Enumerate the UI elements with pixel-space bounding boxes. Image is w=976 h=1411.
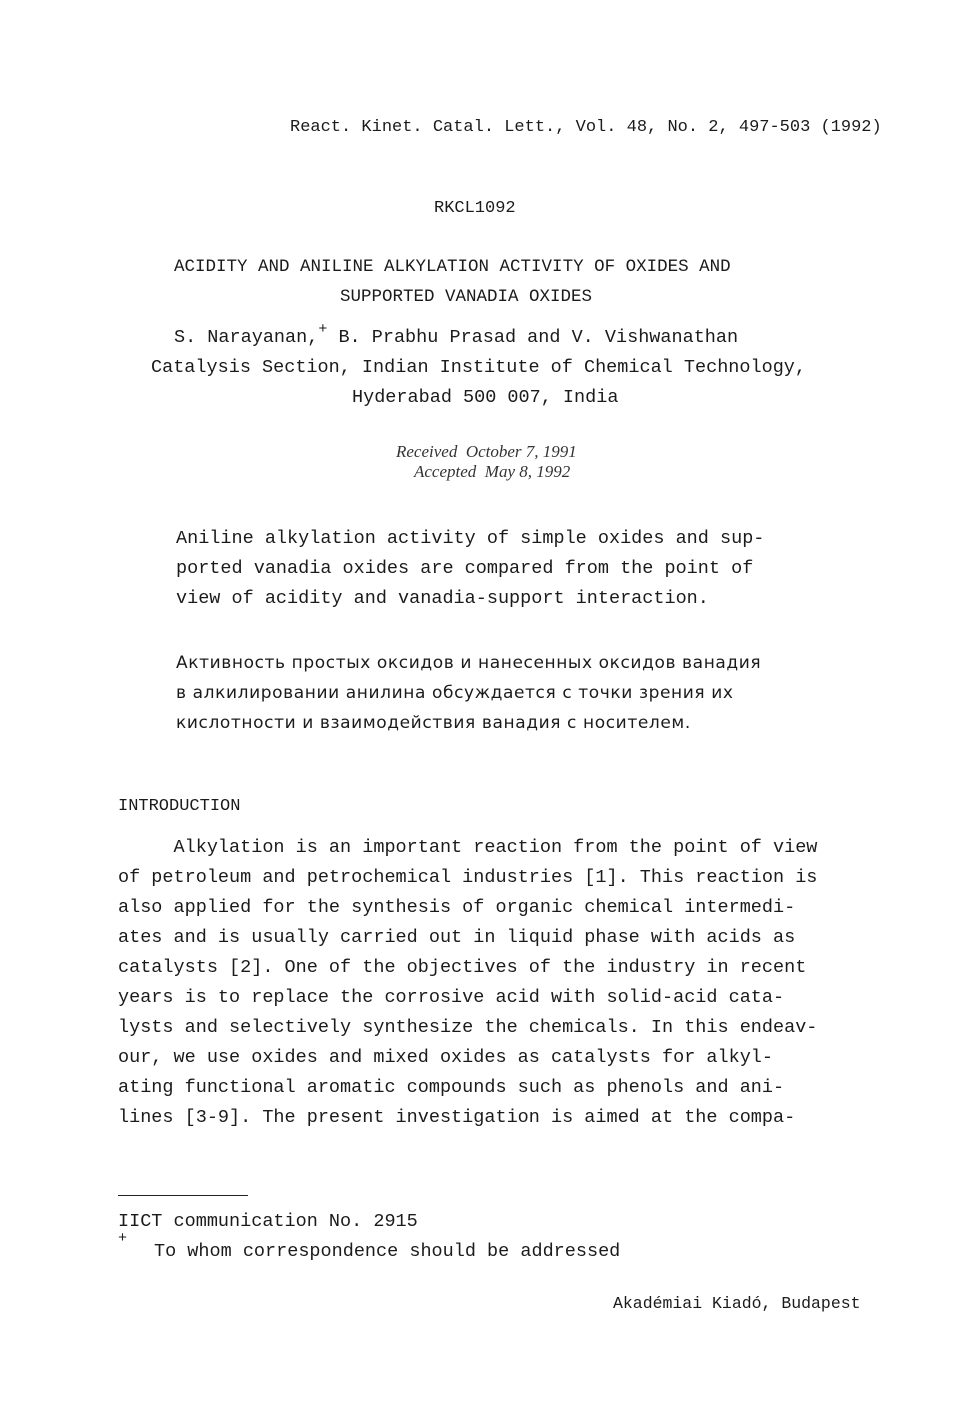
accepted-date: Accepted May 8, 1992	[414, 462, 571, 481]
affiliation-line-2: Hyderabad 500 007, India	[352, 387, 619, 408]
intro-line: of petroleum and petrochemical industries [1]. This reaction is	[118, 867, 818, 888]
abstract-en-line: view of acidity and vanadia-support interaction.	[176, 588, 709, 609]
correspondence-mark: +	[318, 321, 328, 338]
footnote-correspondence: To whom correspondence should be addressed	[154, 1241, 621, 1262]
intro-line: ates and is usually carried out in liquid phase with acids as	[118, 927, 796, 948]
abstract-en-line: ported vanadia oxides are compared from the point of	[176, 558, 754, 579]
author-rest: B. Prabhu Prasad and V. Vishwanathan	[327, 327, 739, 348]
intro-line: also applied for the synthesis of organic chemical intermedi-	[118, 897, 796, 918]
section-heading-introduction: INTRODUCTION	[118, 797, 241, 816]
abstract-ru-line: Активность простых оксидов и нанесенных оксидов ванадия	[176, 653, 762, 673]
intro-line: catalysts [2]. One of the objectives of the industry in recent	[118, 957, 807, 978]
intro-line: years is to replace the corrosive acid with solid-acid cata-	[118, 987, 785, 1008]
intro-line: lines [3-9]. The present investigation is aimed at the compa-	[118, 1107, 796, 1128]
author-first: S. Narayanan,	[174, 327, 319, 348]
abstract-en-line: Aniline alkylation activity of simple oxides and sup-	[176, 528, 765, 549]
title-line-2: SUPPORTED VANADIA OXIDES	[340, 287, 593, 307]
intro-line: our, we use oxides and mixed oxides as catalysts for alkyl-	[118, 1047, 774, 1068]
article-code: RKCL1092	[434, 199, 516, 218]
received-date: Received October 7, 1991	[396, 442, 577, 461]
abstract-ru-line: кислотности и взаимодействия ванадия с носителем.	[176, 713, 691, 733]
intro-line: lysts and selectively synthesize the chemicals. In this endeav-	[118, 1017, 818, 1038]
intro-line: ating functional aromatic compounds such as phenols and ani-	[118, 1077, 785, 1098]
authors	[174, 321, 739, 348]
footnote-separator	[118, 1195, 248, 1196]
intro-line: Alkylation is an important reaction from the point of view	[118, 837, 818, 858]
footnote-mark: +	[118, 1230, 128, 1247]
abstract-ru-line: в алкилировании анилина обсуждается с точки зрения их	[176, 683, 734, 703]
title-line-1: ACIDITY AND ANILINE ALKYLATION ACTIVITY OF OXIDES AND	[174, 257, 731, 277]
journal-citation: React. Kinet. Catal. Lett., Vol. 48, No. 2, 497-503 (1992)	[290, 118, 882, 137]
affiliation-line-1: Catalysis Section, Indian Institute of Chemical Technology,	[151, 357, 807, 378]
footnote-communication: IICT communication No. 2915	[118, 1211, 418, 1232]
publisher: Akadémiai Kiadó, Budapest	[613, 1294, 861, 1313]
